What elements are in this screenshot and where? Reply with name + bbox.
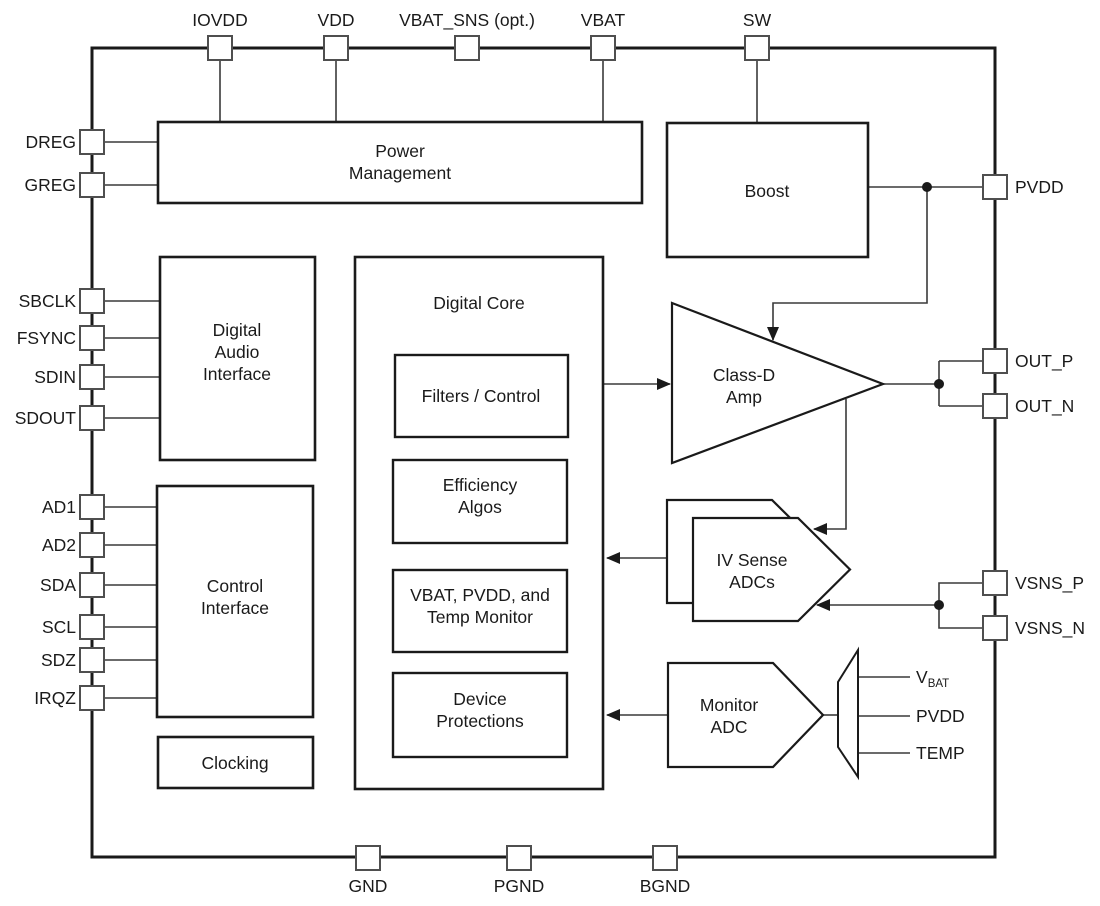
- top-pins: [192, 10, 771, 60]
- pin-sdz: [80, 648, 104, 672]
- pin-out-n: [983, 394, 1007, 418]
- power-management-label: Power: [375, 141, 425, 161]
- pin-label-gnd: GND: [348, 876, 388, 896]
- digital-core-title: Digital Core: [433, 293, 525, 313]
- control-interface-label: Interface: [200, 598, 270, 618]
- wire-output-to-iv-sense: [814, 399, 846, 529]
- boost-label: Boost: [744, 181, 790, 201]
- pin-vdd: [324, 36, 348, 60]
- pin-sbclk: [80, 289, 104, 313]
- pin-label-irqz: IRQZ: [34, 688, 76, 708]
- mux-vbat-label: [916, 667, 949, 690]
- mux-vbat-main: V: [916, 667, 928, 687]
- pin-label-sdz: SDZ: [41, 650, 76, 670]
- junction-dot-vsns: [934, 600, 944, 610]
- mux-temp-label: TEMP: [916, 743, 965, 763]
- vbat-pvdd-temp-monitor-label: Temp Monitor: [426, 607, 534, 627]
- monitor-mux-shape: [838, 650, 858, 777]
- pin-sdin: [80, 365, 104, 389]
- pin-label-ad1: AD1: [41, 497, 76, 517]
- bottom-pins: [349, 846, 691, 896]
- pin-vsns-n: [983, 616, 1007, 640]
- pin-label-ad2: AD2: [41, 535, 76, 555]
- pin-iovdd: [208, 36, 232, 60]
- pin-ad1: [80, 495, 104, 519]
- vbat-pvdd-temp-monitor-label: VBAT, PVDD, and: [410, 585, 550, 605]
- digital-audio-interface-label: Digital: [212, 320, 262, 340]
- pin-label-pgnd: PGND: [493, 876, 545, 896]
- pin-label-sdin: SDIN: [34, 367, 76, 387]
- pin-out-p: [983, 349, 1007, 373]
- right-pins: [983, 175, 1085, 640]
- pin-label-scl: SCL: [41, 617, 76, 637]
- pin-label-sdout: SDOUT: [14, 408, 76, 428]
- class-d-amp-triangle: [672, 303, 883, 463]
- pin-label-dreg: DREG: [25, 132, 76, 152]
- junction-dot-out: [934, 379, 944, 389]
- control-interface-label: Control: [206, 576, 264, 596]
- pin-label-pvdd: PVDD: [1015, 177, 1064, 197]
- monitor-adc-label: ADC: [710, 717, 748, 737]
- clocking-label: Clocking: [201, 753, 269, 773]
- pin-label-iovdd: IOVDD: [192, 10, 248, 30]
- pin-scl: [80, 615, 104, 639]
- class-d-amp-label: Amp: [726, 387, 762, 407]
- pin-sdout: [80, 406, 104, 430]
- pin-pgnd: [507, 846, 531, 870]
- efficiency-algos-label: Efficiency: [442, 475, 518, 495]
- pin-fsync: [80, 326, 104, 350]
- junction-dot-pvdd: [922, 182, 932, 192]
- pin-label-sda: SDA: [40, 575, 76, 595]
- efficiency-algos-label: Algos: [458, 497, 502, 517]
- pin-label-bgnd: BGND: [639, 876, 691, 896]
- pin-gnd: [356, 846, 380, 870]
- wire-vsns-bracket: [939, 583, 983, 628]
- iv-sense-adcs-label: ADCs: [729, 572, 775, 592]
- pin-label-sw: SW: [742, 10, 772, 30]
- pin-ad2: [80, 533, 104, 557]
- mux-vbat-subscript: BAT: [927, 678, 950, 690]
- pin-vsns-p: [983, 571, 1007, 595]
- pin-label-sbclk: SBCLK: [18, 291, 76, 311]
- digital-audio-interface-label: Audio: [214, 342, 260, 362]
- pin-vbat-sns: [455, 36, 479, 60]
- pin-label-out-n: OUT_N: [1015, 396, 1075, 416]
- pin-label-greg: GREG: [24, 175, 76, 195]
- iv-sense-adcs-label: IV Sense: [716, 550, 788, 570]
- pin-irqz: [80, 686, 104, 710]
- pin-dreg: [80, 130, 104, 154]
- pin-label-vsns-p: VSNS_P: [1015, 573, 1085, 593]
- class-d-amp-label: Class-D: [712, 365, 776, 385]
- pin-label-vdd: VDD: [317, 10, 355, 30]
- device-protections-label: Protections: [436, 711, 524, 731]
- pin-sda: [80, 573, 104, 597]
- pin-label-vsns-n: VSNS_N: [1015, 618, 1086, 638]
- pin-sw: [745, 36, 769, 60]
- power-management-label: Management: [348, 163, 452, 183]
- device-protections-label: Device: [453, 689, 507, 709]
- monitor-adc-shape: [668, 663, 823, 767]
- pin-label-out-p: OUT_P: [1015, 351, 1074, 371]
- pin-pvdd: [983, 175, 1007, 199]
- pin-bgnd: [653, 846, 677, 870]
- pin-greg: [80, 173, 104, 197]
- pin-vbat: [591, 36, 615, 60]
- monitor-adc-label: Monitor: [699, 695, 759, 715]
- digital-audio-interface-label: Interface: [202, 364, 272, 384]
- pin-label-vbat-sns: VBAT_SNS (opt.): [399, 10, 535, 30]
- pin-label-fsync: FSYNC: [16, 328, 76, 348]
- pin-label-vbat: VBAT: [580, 10, 626, 30]
- mux-pvdd-label: PVDD: [916, 706, 965, 726]
- filters-control-label: Filters / Control: [421, 386, 541, 406]
